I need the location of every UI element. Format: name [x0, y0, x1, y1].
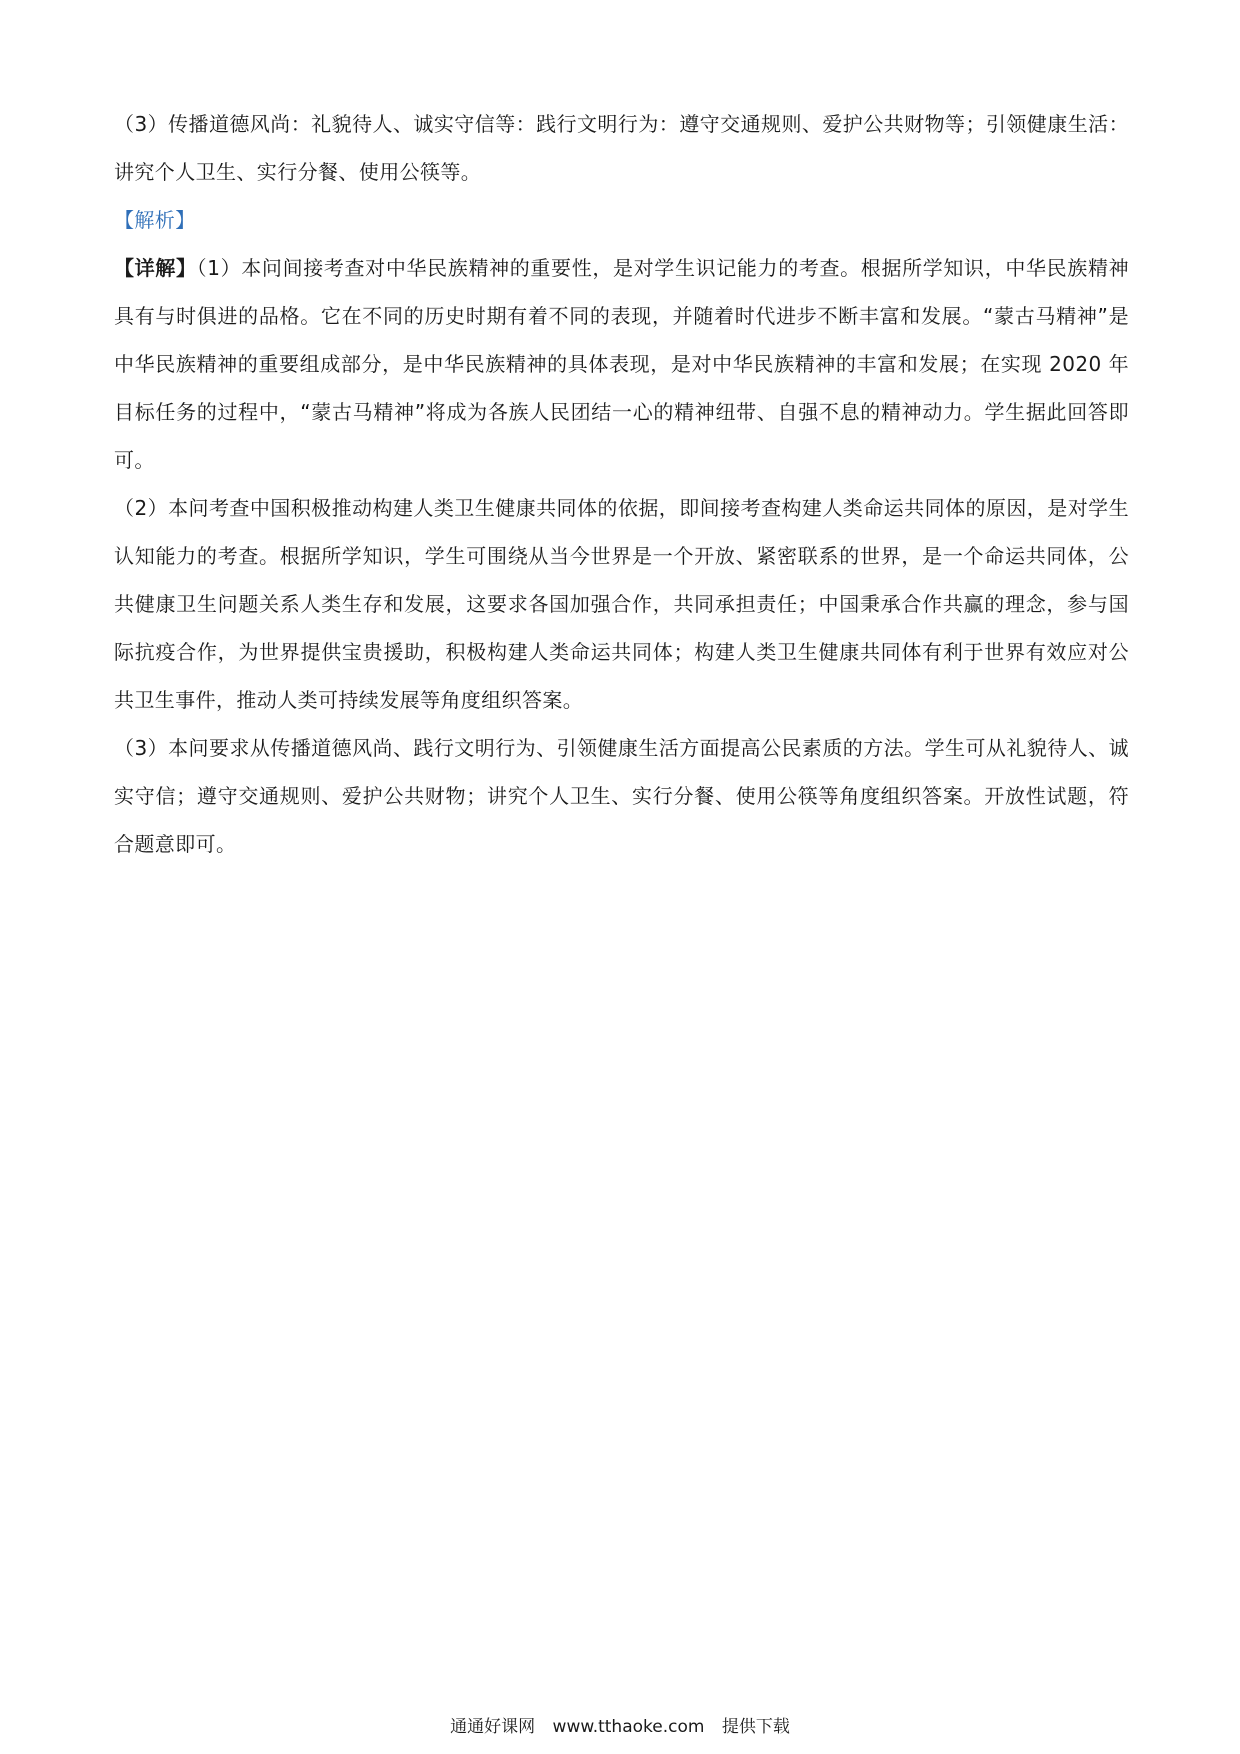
footer-provided: 提供下载 — [721, 1717, 790, 1737]
page-content — [114, 100, 1129, 868]
detail-paragraph-3: （3）本问要求从传播道德风尚、践行文明行为、引领健康生活方面提高公民素质的方法。学生可从礼貌待人、诚实守信；遵守交通规则、爱护公共财物；讲究个人卫生、实行分餐、使用公筷等角度组织答案。开放性试题，符合题意即可。 — [114, 736, 1129, 856]
footer-site-name: 通通好课网 — [450, 1717, 536, 1737]
detail-q1-text: （1）本问间接考查对中华民族精神的重要性，是对学生识记能力的考查。根据所学知识，中华民族精神具有与时俱进的品格。它在不同的历史时期有着不同的表现，并随着时代进步不断丰富和发展。“蒙古马精神”是中华民族精神的重要组成部分，是中华民族精神的具体表现，是对中华民族精神的丰富和发展；在实现 2020 年目标任务的过程中，“蒙古马精神”将成为各族人民团结一心的精神纽带、自强不息的精神动力。学生据此回答即可。 — [114, 256, 1129, 472]
analysis-heading: 【解析】 — [114, 208, 196, 232]
footer-url[interactable]: www.tthaoke.com — [552, 1717, 705, 1737]
detail-label: 【详解】 — [114, 256, 197, 280]
answer-item-3: （3）传播道德风尚：礼貌待人、诚实守信等：践行文明行为：遵守交通规则、爱护公共财物等；引领健康生活：讲究个人卫生、实行分餐、使用公筷等。 — [114, 112, 1129, 184]
detail-paragraph-2: （2）本问考查中国积极推动构建人类卫生健康共同体的依据，即间接考查构建人类命运共同体的原因，是对学生认知能力的考查。根据所学知识，学生可围绕从当今世界是一个开放、紧密联系的世界，是一个命运共同体，公共健康卫生问题关系人类生存和发展，这要求各国加强合作，共同承担责任；中国秉承合作共赢的理念，参与国际抗疫合作，为世界提供宝贵援助，积极构建人类命运共同体；构建人类卫生健康共同体有利于世界有效应对公共卫生事件，推动人类可持续发展等角度组织答案。 — [114, 496, 1129, 712]
page-footer — [0, 1716, 1240, 1738]
detail-paragraph-1 — [114, 244, 1129, 484]
